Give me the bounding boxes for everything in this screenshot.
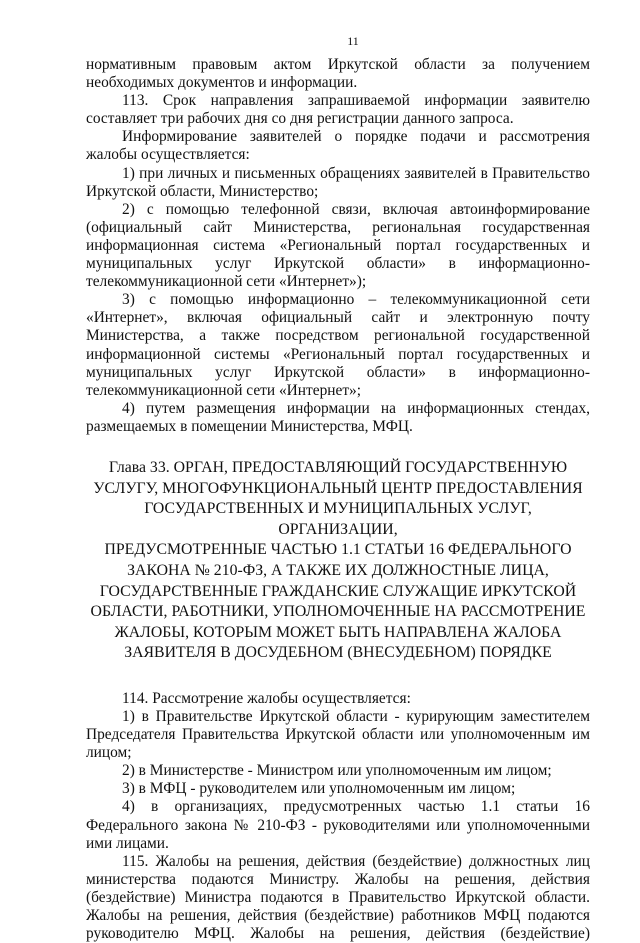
paragraph-115: 115. Жалобы на решения, действия (бездействие) должностных лиц министерства подаются Министру. Жалобы на решения, действия (бездействие) Министра подаются в Правительство Иркутской области. Жалобы на решения, действия (бездействие) работников МФЦ подаются руководителю МФЦ. Жалобы на решения, действия (бездействие) (86, 852, 590, 943)
chapter-heading-line: ОБЛАСТИ, РАБОТНИКИ, УПОЛНОМОЧЕННЫЕ НА РАССМОТРЕНИЕ (90, 603, 586, 621)
chapter-heading-line: УСЛУГУ, МНОГОФУНКЦИОНАЛЬНЫЙ ЦЕНТР ПРЕДОСТАВЛЕНИЯ (93, 479, 583, 497)
paragraph-informing-intro: Информирование заявителей о порядке подачи и рассмотрения жалобы осуществляется: (86, 128, 590, 164)
paragraph-113: 113. Срок направления запрашиваемой информации заявителю составляет три рабочих дня со дня регистрации данного запроса. (86, 92, 590, 128)
list-item-3: 3) с помощью информационно – телекоммуникационной сети «Интернет», включая официальный сайт и электронную почту Министерства, а также посредством региональной государственной информационной системы «Региональный портал государственных и муниципальных услуг Иркутской области» в информационно-телекоммуникационной сети «Интернет»; (86, 291, 590, 399)
chapter-heading-line: ПРЕДУСМОТРЕННЫЕ ЧАСТЬЮ 1.1 СТАТЬИ 16 ФЕДЕРАЛЬНОГО (104, 541, 572, 559)
chapter-heading-line: ГОСУДАРСТВЕННЫХ И МУНИЦИПАЛЬНЫХ УСЛУГ, ОРГАНИЗАЦИИ, (144, 500, 532, 538)
list-item-1: 1) при личных и письменных обращениях заявителей в Правительство Иркутской области, Министерство; (86, 164, 590, 200)
paragraph-114: 114. Рассмотрение жалобы осуществляется: (122, 689, 411, 707)
page-number: 11 (347, 34, 359, 48)
chapter-heading-line: Глава 33. ОРГАН, ПРЕДОСТАВЛЯЮЩИЙ ГОСУДАРСТВЕННУЮ (108, 458, 568, 476)
list-item-114-2: 2) в Министерстве - Министром или уполномоченным им лицом; (122, 762, 552, 780)
paragraph-continuation: нормативным правовым актом Иркутской области за получением необходимых документов и информации. (86, 56, 590, 92)
chapter-heading-line: ЖАЛОБЫ, КОТОРЫМ МОЖЕТ БЫТЬ НАПРАВЛЕНА ЖАЛОБА (114, 623, 562, 641)
chapter-33-heading (86, 458, 590, 664)
list-item-114-1: 1) в Правительстве Иркутской области - курирующим заместителем Председателя Правительства Иркутской области или уполномоченным им лицом; (86, 708, 590, 762)
list-item-114-4: 4) в организациях, предусмотренных частью 1.1 статьи 16 Федерального закона № 210-ФЗ - руководителями или уполномоченными ими лицами. (86, 798, 590, 852)
list-item-114-3: 3) в МФЦ - руководителем или уполномоченным им лицом; (122, 780, 516, 798)
chapter-heading-line: ГОСУДАРСТВЕННЫЕ ГРАЖДАНСКИЕ СЛУЖАЩИЕ ИРКУТСКОЙ (99, 582, 577, 600)
chapter-heading-line: ЗАКОНА № 210-ФЗ, А ТАКЖЕ ИХ ДОЛЖНОСТНЫЕ ЛИЦА, (127, 561, 549, 579)
list-item-2: 2) с помощью телефонной связи, включая автоинформирование (официальный сайт Министерства, региональная государственная информационная система «Региональный портал государственных и муниципальных услуг Иркутской области» в информационно-телекоммуникационной сети «Интернет»); (86, 200, 590, 291)
list-item-4: 4) путем размещения информации на информационных стендах, размещаемых в помещении Министерства, МФЦ. (86, 399, 590, 435)
chapter-heading-line: ЗАЯВИТЕЛЯ В ДОСУДЕБНОМ (ВНЕСУДЕБНОМ) ПОРЯДКЕ (124, 644, 552, 662)
